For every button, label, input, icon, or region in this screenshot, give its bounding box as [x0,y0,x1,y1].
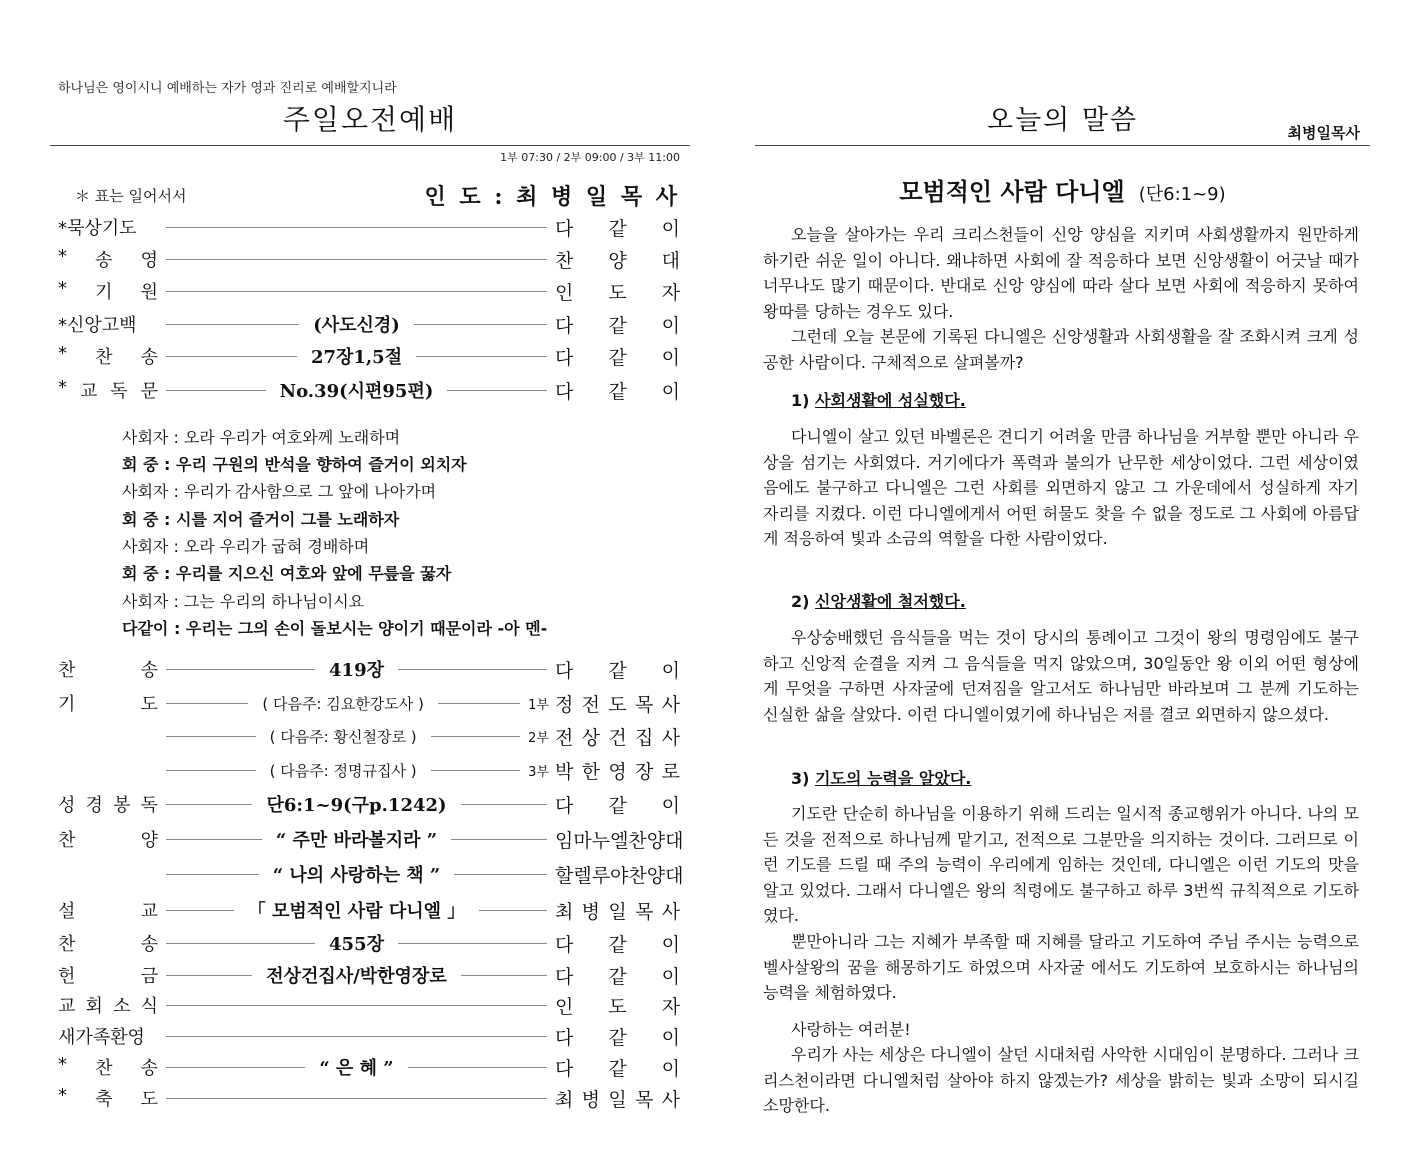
order-item-label: 성 경 봉 독 [58,795,158,816]
responsive-line: 사회자 : 오라 우리가 굽혀 경배하며 [122,537,370,556]
leader-line [166,259,547,260]
order-row [58,309,680,339]
order-row [58,341,680,371]
order-row [58,721,680,751]
responsive-line: 회 중 : 우리를 지으신 여호와 앞에 무릎을 꿇자 [122,564,452,583]
closing-paragraph: 우리가 사는 세상은 다니엘이 살던 시대처럼 사악한 시대임이 분명하다. 그러나 크리스천이라면 다니엘처럼 살아야 하지 않겠는가? 세상을 밝히는 빛과 소망이 되시길 소망한다. [763,1045,1359,1115]
responsive-line: 회 중 : 시를 지어 즐거이 그를 노래하자 [122,510,400,529]
order-row [58,212,680,242]
order-item-detail: 전상건집사/박한영장로 [266,966,447,987]
order-row [58,960,680,990]
pastor-name: 최병일목사 [1287,124,1360,142]
leader-line [408,1067,547,1068]
point-3-number: 3) [791,769,810,788]
service-leader: 인 도 : 최 병 일 목 사 [424,184,680,210]
point-3-body: 기도란 단순히 하나님을 이용하기 위해 드리는 일시적 종교행위가 아니다. 나의 모든 것을 전적으로 하나님께 맡기고, 전적으로 그분만을 의지하는 것이다. 그러므로 이런 기도를 드릴 때 주의 능력이 우리에게 임하는 것인데, 다니엘은 이런 기도의 맛을 알고 있었다. 그래서 다니엘은 왕의 칙령에도 불구하고 하루 3번씩 규칙적으로 기도하였다. [763,804,1359,925]
leader-line [414,324,547,325]
point-1-body: 다니엘이 살고 있던 바벨론은 견디기 어려울 만큼 하나님을 거부할 뿐만 아니라 우상을 섬기는 사회였다. 거기에다가 폭력과 불의가 난무한 세상이었다. 그런 세상이였음에도 불구하고 다니엘은 그런 사회를 외면하지 않고 그 가운데에서 성실하게 자기 자리를 지켰다. 이런 다니엘에게서 어떤 허물도 찾을 수 없을 정도로 그 사회에 아름답게 적응하여 빛과 소금의 역할을 다한 사람이었다. [763,427,1359,548]
leader-line [447,390,547,391]
order-item-performer: 다 같 이 [555,1057,680,1080]
leader-line [398,943,547,944]
point-3-text: 기도의 능력을 알았다. [815,769,972,788]
order-row [58,755,680,785]
worship-order-page [50,0,690,1156]
order-item-label: 헌 금 [58,966,158,987]
order-item-detail: “ 은 혜 ” [319,1058,394,1079]
service-part-number: 2부 [528,730,550,746]
order-item-performer: 임마누엘찬양대 [555,829,684,852]
responsive-line: 사회자 : 그는 우리의 하나님이시요 [122,592,365,611]
service-part-number: 1부 [528,697,550,713]
order-row [58,1021,680,1051]
order-item-label: * 기 원 [58,278,158,303]
leader-line [166,1098,547,1099]
leader-line [479,910,547,911]
leader-line [166,1067,305,1068]
order-row [58,824,684,854]
leader-line [166,291,547,292]
order-item-performer: 정 전 도 목 사 [555,693,680,716]
order-item-label: * 찬 송 [58,1054,158,1079]
order-item-detail: ( 다음주: 정명규집사 ) [269,761,417,780]
leader-line [166,943,315,944]
order-item-label: 교 회 소 식 [58,996,158,1017]
order-item-detail: 27장1,5절 [310,347,403,368]
service-times: 1부 07:30 / 2부 09:00 / 3부 11:00 [500,151,680,164]
point-2-number: 2) [791,592,810,611]
order-row [58,859,684,889]
order-row [58,688,680,718]
order-item-detail: 「 모범적인 사람 다니엘 」 [247,901,466,922]
point-3-heading [791,766,971,789]
sermon-title-text: 모범적인 사람 다니엘 [899,178,1125,206]
leader-line [166,736,256,737]
leader-line [166,1036,547,1037]
order-item-label: 찬 양 [58,830,158,851]
standing-note: ＊ 표는 일어서서 [75,187,187,205]
order-row [58,895,680,925]
title-divider [50,145,690,146]
order-item-label: * 찬 송 [58,343,158,368]
order-item-label: *묵상기도 [58,218,137,239]
order-item-performer: 최 병 일 목 사 [555,1088,680,1111]
scripture-ref: (단6:1~9) [1138,184,1226,205]
order-item-label: * 교 독 문 [58,377,158,402]
order-row [58,244,680,274]
sermon-header: 오늘의 말씀 [987,105,1138,136]
responsive-line: 사회자 : 오라 우리가 여호와께 노래하며 [122,428,401,447]
order-item-detail: ( 다음주: 김요한강도사 ) [262,694,424,713]
point-2-body: 우상숭배했던 음식들을 먹는 것이 당시의 통례이고 그것이 왕의 명령임에도 불구하고 신앙적 순결을 지켜 그 음식들을 먹지 않았으며, 30일동안 왕 이외 어떤 형상에게 무엇을 구하면 사자굴에 던져짐을 알고서도 하나님만 바라보며 그 분께 기도하는 신실한 삶을 살았다. 이런 다니엘이였기에 하나님은 저를 결코 외면하지 않으셨다. [763,628,1359,724]
responsive-line: 사회자 : 우리가 감사함으로 그 앞에 나아가며 [122,482,437,501]
order-item-performer: 다 같 이 [555,380,680,403]
leader-line [166,910,234,911]
point-1-heading [791,388,966,411]
leader-line [398,669,547,670]
motto: 하나님은 영이시니 예배하는 자가 영과 진리로 예배할지니라 [58,81,397,96]
responsive-line: 회 중 : 우리 구원의 반석을 향하여 즐거이 외치자 [122,455,467,474]
point-3-body-cont: 뿐만아니라 그는 지혜가 부족할 때 지혜를 달라고 기도하여 주님 주시는 능력으로 벨사살왕의 꿈을 해몽하기도 하였으며 사자굴 에서도 기도하여 보호하시는 하나님의 능력을 체험하였다. [763,932,1359,1002]
order-item-detail: 419장 [329,660,384,681]
order-row [58,928,680,958]
order-item-performer: 찬 양 대 [555,249,680,272]
leader-line [166,390,266,391]
responsive-line: 다같이 : 우리는 그의 손이 돌보시는 양이기 때문이라 -아 멘- [122,619,548,638]
point-1-number: 1) [791,391,810,410]
order-row [58,375,680,405]
order-item-label: 찬 송 [58,660,158,681]
point-2-text: 신앙생활에 철저했다. [815,592,966,611]
order-row [58,1083,680,1113]
order-item-detail: ( 다음주: 황신철장로 ) [269,727,417,746]
sermon-page [755,0,1370,1156]
order-item-label: * 축 도 [58,1085,158,1110]
service-part-number: 3부 [528,764,550,780]
leader-line [166,975,252,976]
order-item-label: * 송 영 [58,246,158,271]
order-item-performer: 인 도 자 [555,281,680,304]
order-row [58,789,680,819]
order-item-performer: 다 같 이 [555,933,680,956]
order-item-detail: “ 주만 바라볼지라 ” [275,830,438,851]
order-item-performer: 다 같 이 [555,217,680,240]
intro-paragraph-1: 오늘을 살아가는 우리 크리스천들이 신앙 양심을 지키며 사회생활까지 원만하게 하기란 쉬운 일이 아니다. 왜냐하면 사회에 잘 적응하다 보면 신앙생활이 어긋날 때가 너무나도 많기 때문이다. 반대로 신앙 양심에 따라 살다 보면 사회에 적응하지 못하여 왕따를 당하는 경우도 있다. [763,225,1359,321]
order-row [58,654,680,684]
leader-line [166,804,252,805]
order-item-detail: “ 나의 사랑하는 책 ” [272,865,441,886]
order-item-performer: 다 같 이 [555,1026,680,1049]
leader-line [461,975,547,976]
leader-line [166,324,299,325]
order-item-performer: 인 도 자 [555,995,680,1018]
order-item-performer: 다 같 이 [555,659,680,682]
leader-line [431,770,521,771]
leader-line [166,874,259,875]
order-item-performer: 다 같 이 [555,314,680,337]
point-1-text: 사회생활에 성실했다. [815,391,966,410]
order-row [58,990,680,1020]
header-divider [755,145,1370,146]
order-item-performer: 박 한 영 장 로 [555,760,680,783]
point-2-heading [791,589,966,612]
leader-line [438,703,520,704]
order-item-detail: (사도신경) [313,315,400,336]
sermon-title [755,172,1370,207]
order-item-detail: No.39(시편95편) [279,381,434,402]
leader-line [416,356,547,357]
order-item-label: 설 교 [58,901,158,922]
order-item-label: 기 도 [58,694,158,715]
leader-line [451,839,547,840]
order-item-performer: 다 같 이 [555,346,680,369]
service-title: 주일오전예배 [282,103,458,136]
order-item-label: 새가족환영 [58,1027,145,1048]
order-item-detail: 455장 [329,934,384,955]
order-item-label: *신앙고백 [58,315,137,336]
order-item-performer: 전 상 건 집 사 [555,726,680,749]
leader-line [166,770,256,771]
closing-greeting: 사랑하는 여러분! [791,1020,911,1039]
leader-line [166,839,262,840]
order-row [58,276,680,306]
order-item-performer: 다 같 이 [555,794,680,817]
order-item-performer: 최 병 일 목 사 [555,900,680,923]
leader-line [166,227,547,228]
order-item-detail: 단6:1~9(구p.1242) [266,795,447,816]
order-item-label: 찬 송 [58,934,158,955]
intro-paragraph-2: 그런데 오늘 본문에 기록된 다니엘은 신앙생활과 사회생활을 잘 조화시켜 크게 성공한 사람이다. 구체적으로 살펴볼까? [763,327,1359,372]
leader-line [166,1005,547,1006]
leader-line [454,874,547,875]
leader-line [166,703,248,704]
leader-line [166,669,315,670]
leader-line [431,736,521,737]
leader-line [461,804,547,805]
order-row [58,1052,680,1082]
order-item-performer: 할렐루야찬양대 [555,864,684,887]
leader-line [166,356,297,357]
order-item-performer: 다 같 이 [555,965,680,988]
